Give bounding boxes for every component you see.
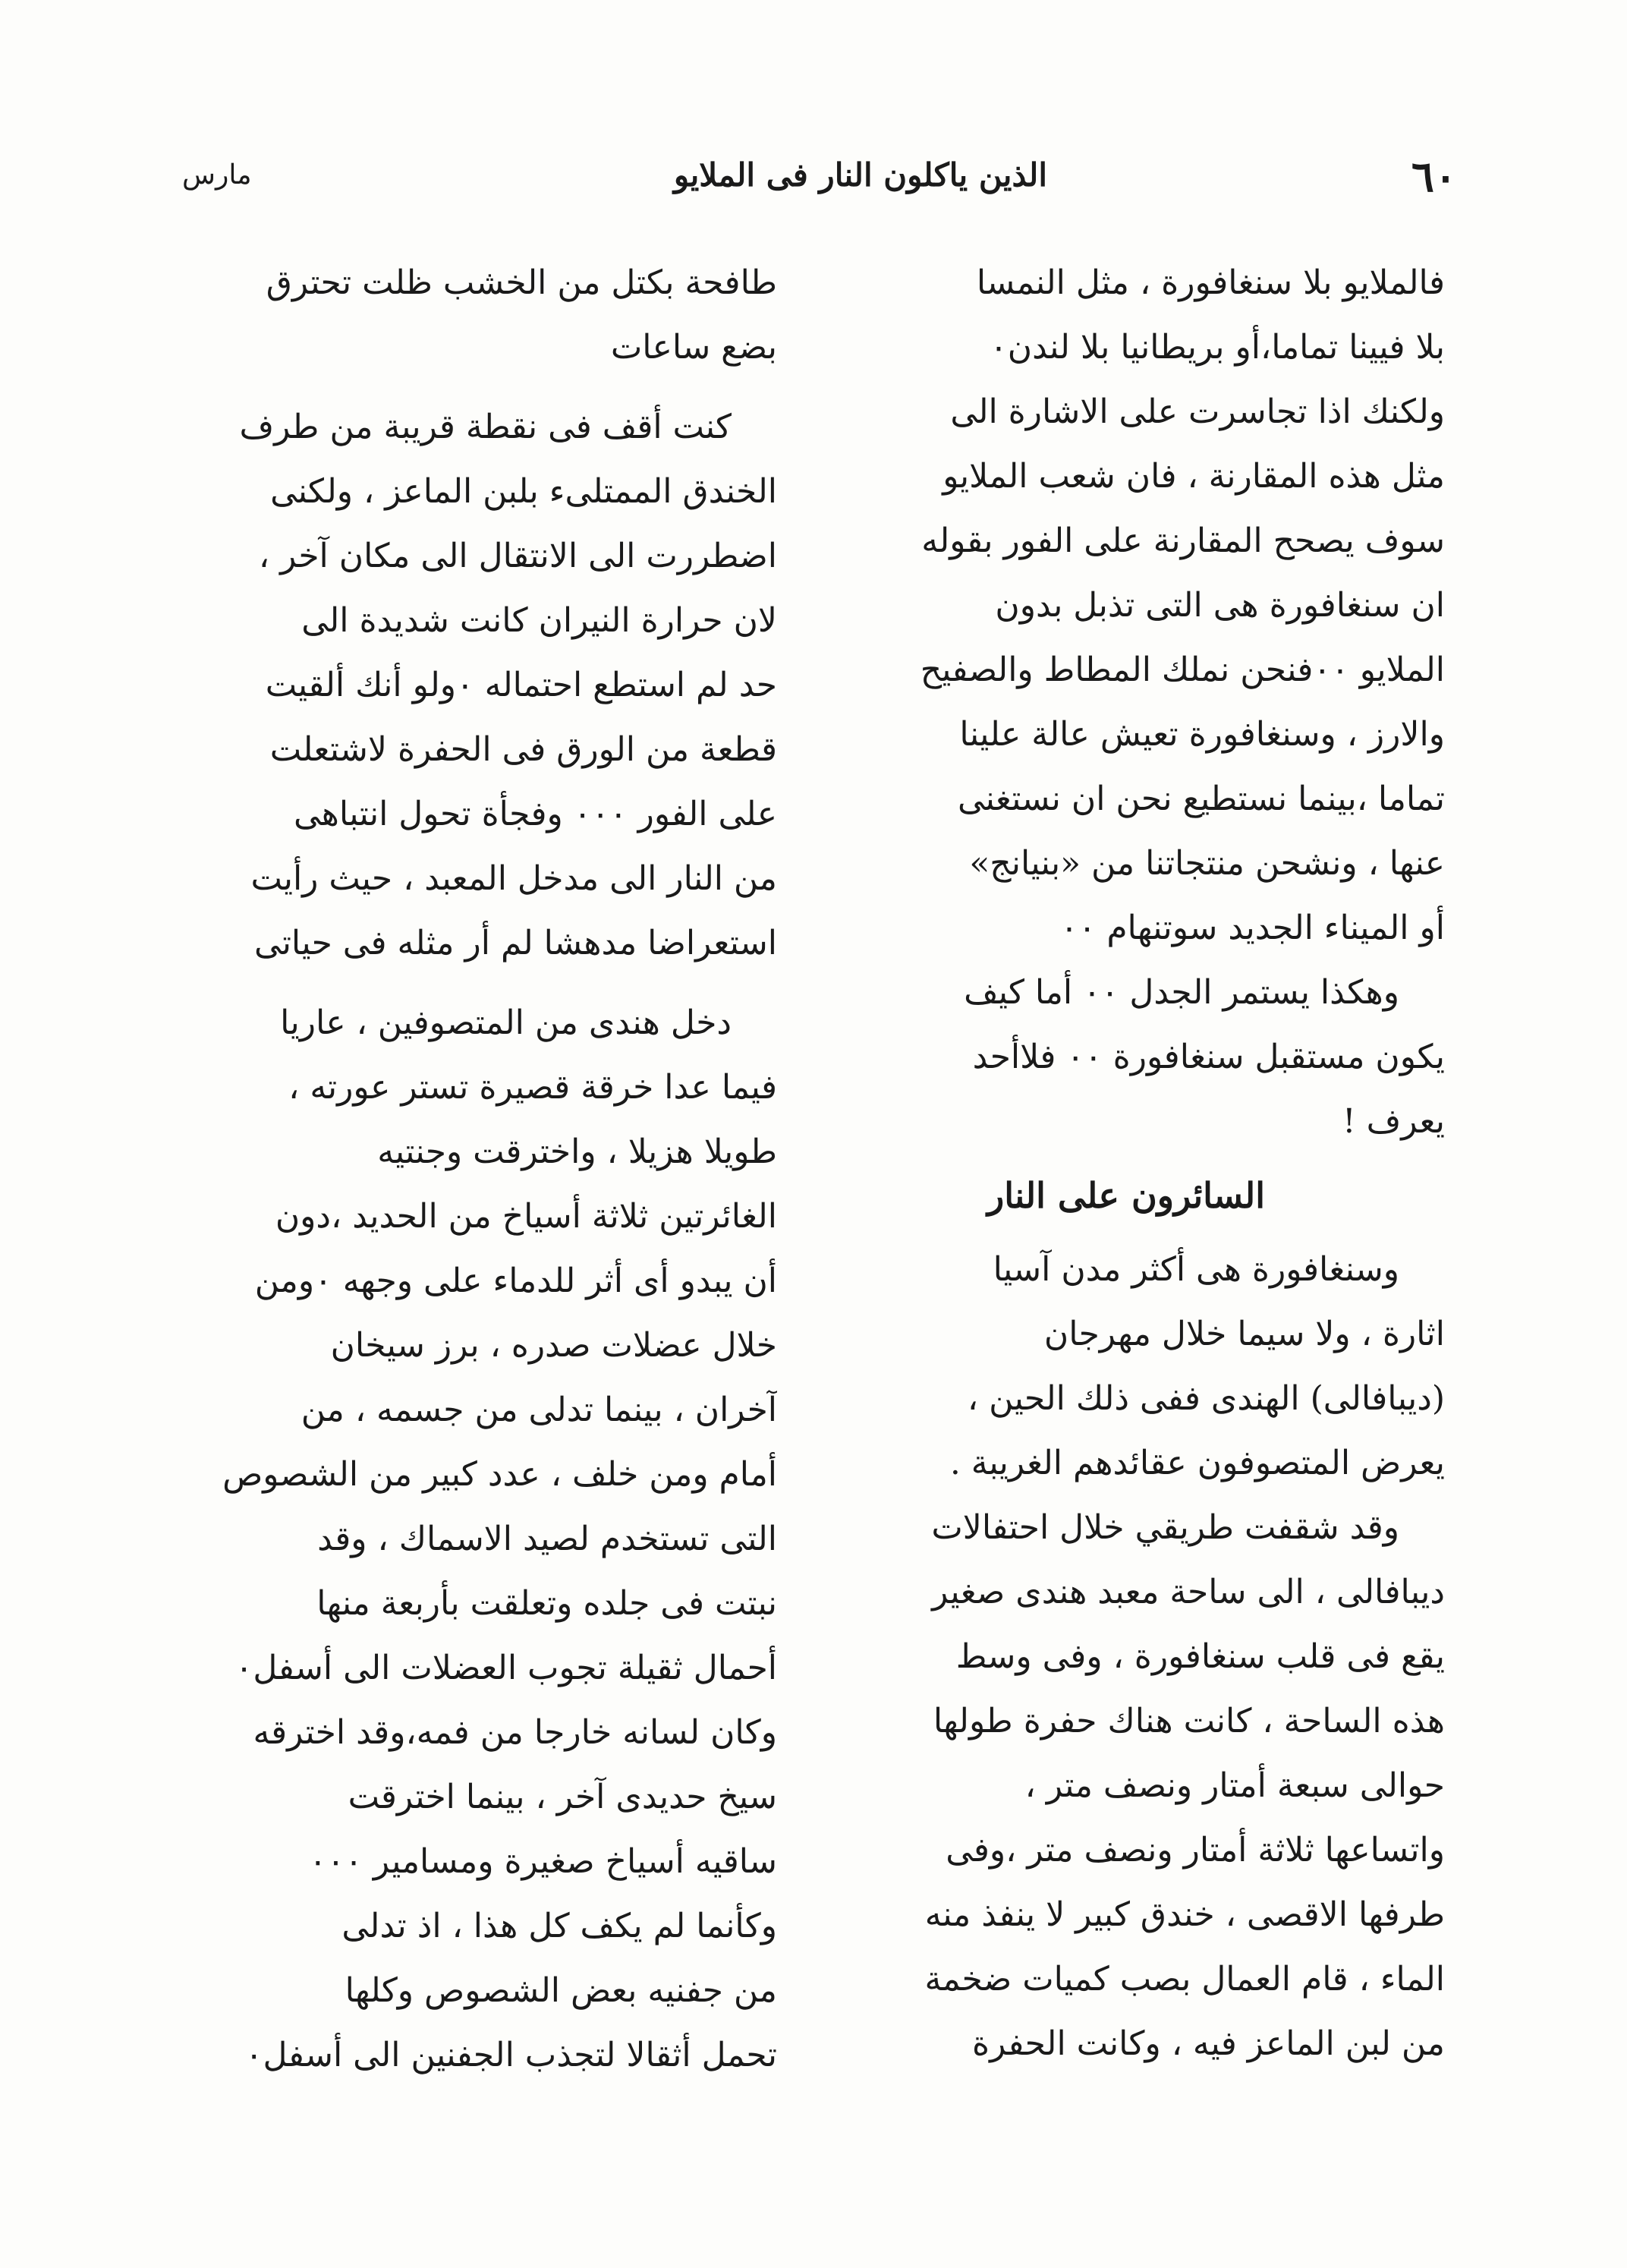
- text-line: سيخ حديدى آخر ، بينما اخترقت: [348, 1778, 777, 1816]
- page-number: ٦٠: [1411, 152, 1457, 202]
- text-line: الغائرتين ثلاثة أسياخ من الحديد ،دون: [275, 1197, 777, 1236]
- left-column: [140, 250, 777, 2087]
- text-line: ساقيه أسياخ صغيرة ومسامير ٠٠٠: [309, 1842, 777, 1881]
- text-line: يكون مستقبل سنغافورة ٠٠ فلاأحد: [972, 1038, 1445, 1076]
- text-line: طويلا هزيلا ، واخترقت وجنتيه: [377, 1132, 777, 1171]
- text-line: نبتت فى جلده وتعلقت بأربعة منها: [316, 1584, 777, 1623]
- text-line: خلال عضلات صدره ، برز سيخان: [330, 1326, 777, 1365]
- text-line: دخل هندى من المتصوفين ، عاريا: [280, 1003, 732, 1042]
- text-line: ديبافالى ، الى ساحة معبد هندى صغير: [932, 1573, 1445, 1611]
- text-line: مثل هذه المقارنة ، فان شعب الملايو: [943, 457, 1445, 496]
- text-line: اثارة ، ولا سيما خلال مهرجان: [1043, 1315, 1445, 1353]
- text-line: أمام ومن خلف ، عدد كبير من الشصوص: [222, 1455, 777, 1494]
- text-line: وكأنما لم يكف كل هذا ، اذ تدلى: [341, 1907, 777, 1945]
- text-line: والارز ، وسنغافورة تعيش عالة علينا: [959, 715, 1445, 754]
- text-line: حوالى سبعة أمتار ونصف متر ،: [1024, 1766, 1445, 1805]
- text-line: وهكذا يستمر الجدل ٠٠ أما كيف: [964, 973, 1399, 1012]
- text-line: أو الميناء الجديد سوتنهام ٠٠: [1060, 909, 1445, 947]
- text-line: هذه الساحة ، كانت هناك حفرة طولها: [933, 1702, 1445, 1740]
- running-title: الذين ياكلون النار فى الملايو: [673, 156, 1047, 194]
- text-line: بلا فيينا تماما،أو بريطانيا بلا لندن٠: [990, 328, 1445, 367]
- text-line: يعرف !: [1342, 1102, 1445, 1141]
- text-line: طافحة بكتل من الخشب ظلت تحترق: [266, 263, 777, 302]
- text-line: بضع ساعات: [610, 328, 777, 367]
- text-line: لان حرارة النيران كانت شديدة الى: [301, 601, 777, 640]
- text-line: سوف يصحح المقارنة على الفور بقوله: [921, 521, 1445, 560]
- text-line: الملايو ٠٠فنحن نملك المطاط والصفيح: [920, 650, 1445, 689]
- text-line: من لبن الماعز فيه ، وكانت الحفرة: [972, 2024, 1445, 2063]
- text-line: واتساعها ثلاثة أمتار ونصف متر ،وفى: [946, 1831, 1445, 1870]
- text-line: الماء ، قام العمال بصب كميات ضخمة: [924, 1960, 1445, 1999]
- text-line: حد لم استطع احتماله ٠ولو أنك ألقيت: [265, 666, 777, 704]
- text-line: على الفور ٠٠٠ وفجأة تحول انتباهى: [293, 795, 777, 833]
- text-line: كنت أقف فى نقطة قريبة من طرف: [239, 408, 732, 446]
- text-line: ان سنغافورة هى التى تذبل بدون: [995, 586, 1445, 625]
- text-line: عنها ، ونشحن منتجاتنا من «بنيانج»: [969, 844, 1445, 883]
- text-line: وكان لسانه خارجا من فمه،وقد اخترقه: [253, 1713, 777, 1752]
- text-line: التى تستخدم لصيد الاسماك ، وقد: [317, 1520, 777, 1558]
- right-column: [807, 250, 1445, 2076]
- text-line: تماما ،بينما نستطيع نحن ان نستغنى: [957, 780, 1445, 818]
- text-line: وقد شقفت طريقي خلال احتفالات: [931, 1508, 1399, 1547]
- text-line: آخران ، بينما تدلى من جسمه ، من: [301, 1391, 777, 1429]
- text-line: فالملايو بلا سنغافورة ، مثل النمسا: [976, 263, 1445, 302]
- issue-month: مارس: [182, 159, 252, 191]
- text-line: وسنغافورة هى أكثر مدن آسيا: [993, 1250, 1399, 1289]
- section-heading: السائرون على النار: [987, 1175, 1265, 1216]
- text-line: طرفها الاقصى ، خندق كبير لا ينفذ منه: [924, 1895, 1445, 1934]
- text-line: من جفنيه بعض الشصوص وكلها: [345, 1971, 777, 2010]
- text-line: فيما عدا خرقة قصيرة تستر عورته ،: [288, 1068, 777, 1107]
- text-line: قطعة من الورق فى الحفرة لاشتعلت: [269, 730, 777, 769]
- text-line: الخندق الممتلىء بلبن الماعز ، ولكنى: [270, 472, 777, 511]
- text-line: أحمال ثقيلة تجوب العضلات الى أسفل٠: [234, 1649, 777, 1687]
- text-line: ولكنك اذا تجاسرت على الاشارة الى: [950, 392, 1445, 431]
- text-line: يقع فى قلب سنغافورة ، وفى وسط: [955, 1637, 1445, 1676]
- text-line: من النار الى مدخل المعبد ، حيث رأيت: [250, 859, 777, 898]
- text-line: استعراضا مدهشا لم أر مثله فى حياتى: [254, 924, 777, 962]
- text-line: أن يبدو أى أثر للدماء على وجهه ٠ومن: [254, 1262, 777, 1300]
- text-line: يعرض المتصوفون عقائدهم الغريبة .: [949, 1444, 1445, 1482]
- text-line: (ديبافالى) الهندى ففى ذلك الحين ،: [967, 1379, 1445, 1418]
- text-line: اضطررت الى الانتقال الى مكان آخر ،: [258, 537, 777, 575]
- page-header: [182, 152, 1457, 213]
- text-line: تحمل أثقالا لتجذب الجفنين الى أسفل٠: [244, 2036, 777, 2074]
